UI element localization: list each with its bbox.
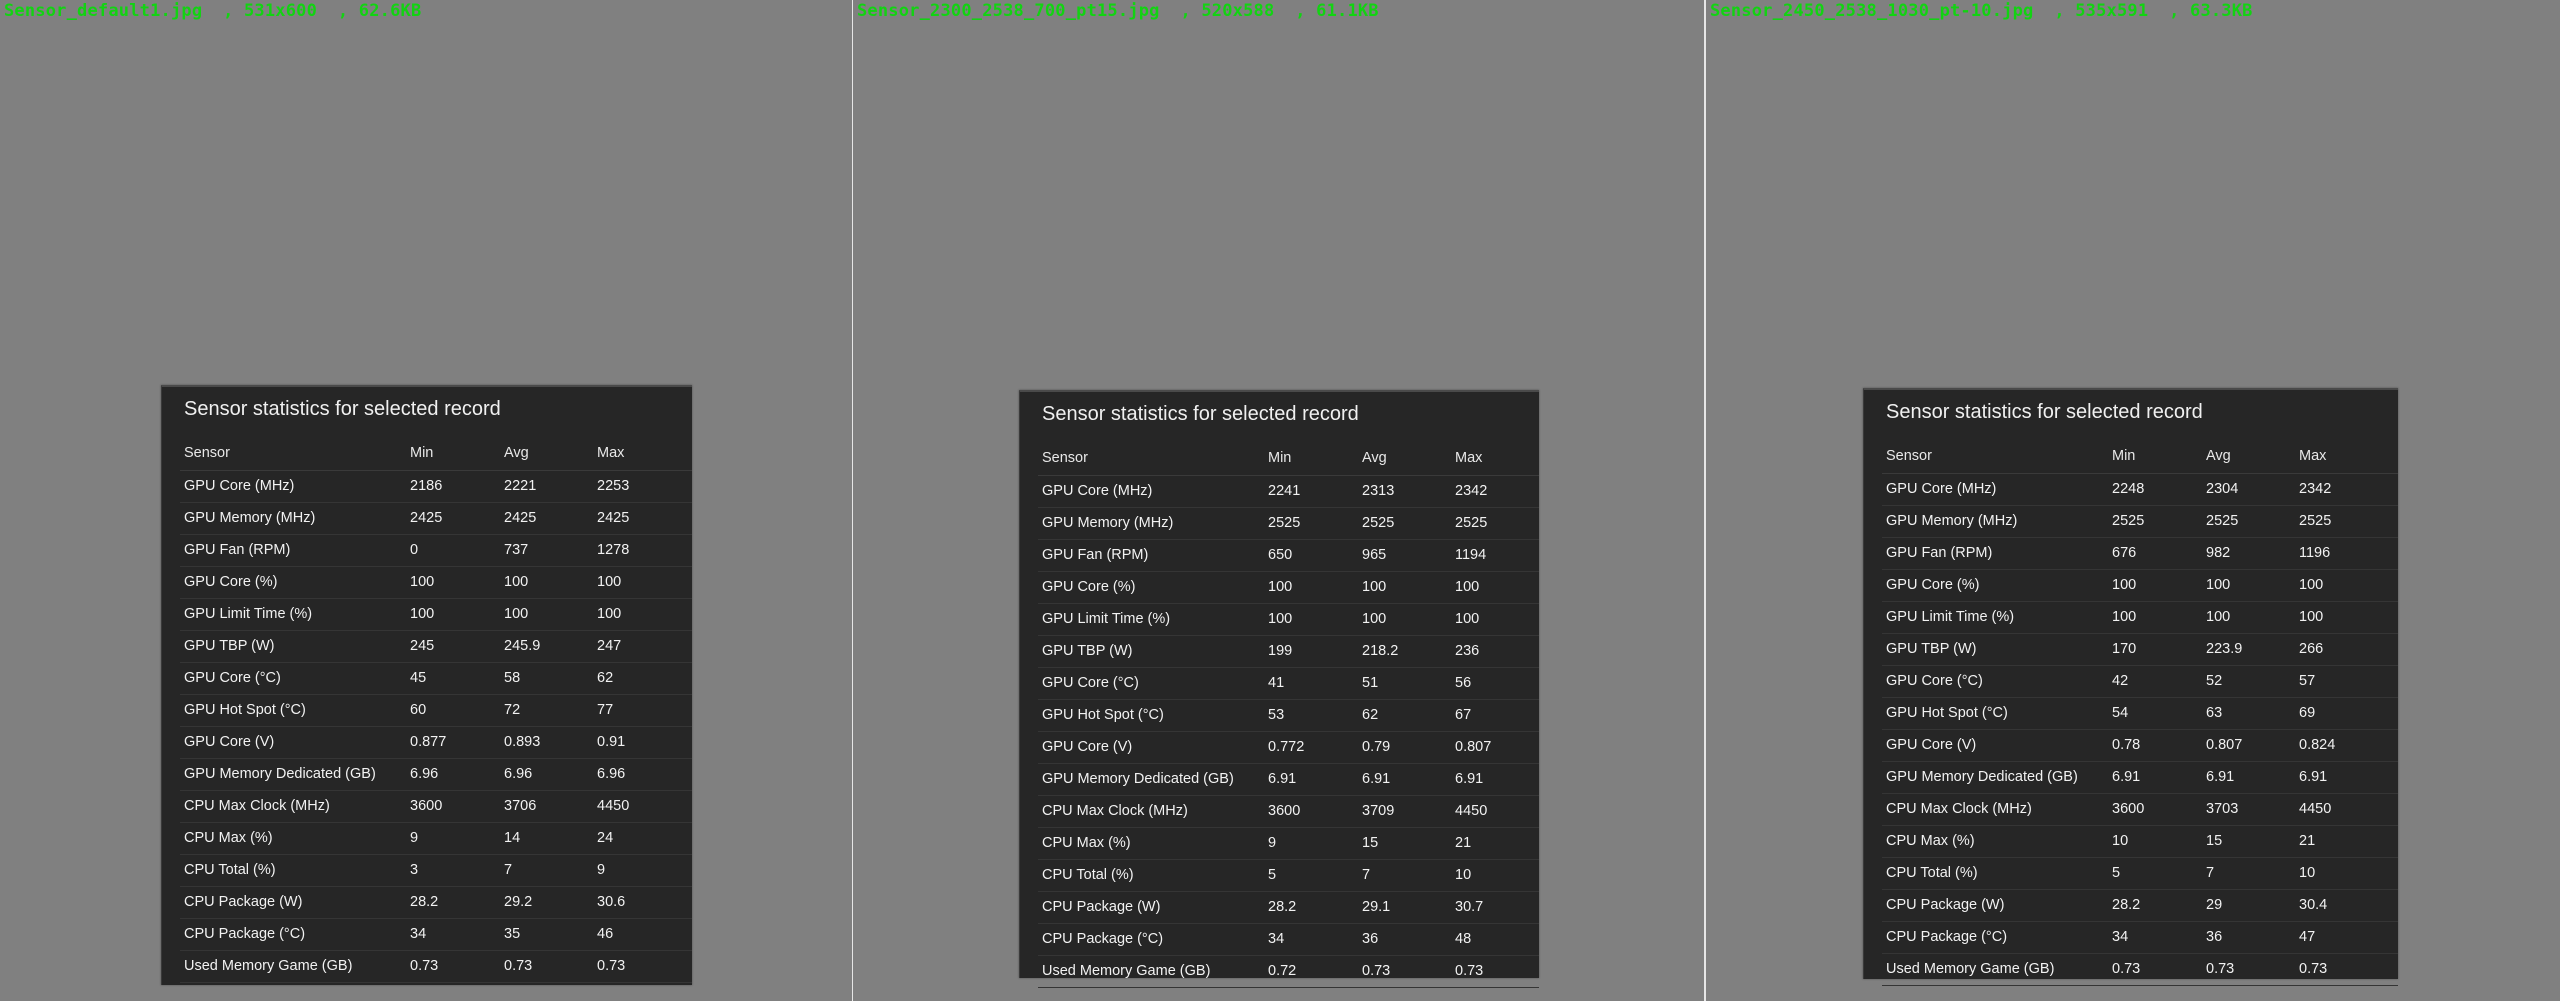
table-row xyxy=(180,791,692,823)
table-row xyxy=(1038,956,1539,988)
panel-title: Sensor statistics for selected record xyxy=(184,398,501,420)
cell-sensor: CPU Package (W) xyxy=(1042,899,1161,915)
cell-min: 42 xyxy=(2112,673,2129,689)
table-row xyxy=(1038,924,1539,956)
cell-min: 2525 xyxy=(2112,513,2145,529)
cell-sensor: CPU Package (°C) xyxy=(1042,931,1164,947)
cell-min: 100 xyxy=(410,606,435,622)
cell-avg: 36 xyxy=(2206,929,2223,945)
cell-min: 28.2 xyxy=(1268,899,1297,915)
table-row xyxy=(1038,764,1539,796)
cell-sensor: GPU Memory (MHz) xyxy=(1886,513,2018,529)
table-row xyxy=(1882,826,2398,858)
cell-sensor: GPU Core (MHz) xyxy=(184,478,295,494)
cell-avg: 100 xyxy=(504,606,529,622)
cell-min: 5 xyxy=(1268,867,1277,883)
table-row xyxy=(180,567,692,599)
cell-sensor: GPU Limit Time (%) xyxy=(1042,611,1171,627)
cell-max: 10 xyxy=(1455,867,1472,883)
cell-max: 2525 xyxy=(2299,513,2332,529)
cell-avg: 245.9 xyxy=(504,638,541,654)
cell-min: 5 xyxy=(2112,865,2121,881)
column-header-sensor: Sensor xyxy=(1042,450,1088,466)
cell-max: 0.824 xyxy=(2299,737,2336,753)
cell-min: 28.2 xyxy=(410,894,439,910)
cell-max: 266 xyxy=(2299,641,2324,657)
table-row xyxy=(1882,634,2398,666)
cell-avg: 29.1 xyxy=(1362,899,1391,915)
cell-sensor: GPU TBP (W) xyxy=(1042,643,1133,659)
cell-sensor: GPU Hot Spot (°C) xyxy=(184,702,306,718)
table-row xyxy=(180,535,692,567)
cell-min: 2248 xyxy=(2112,481,2145,497)
sensor-stats-panel xyxy=(1019,390,1539,978)
sensor-stats-table xyxy=(1038,442,1539,988)
cell-sensor: GPU Limit Time (%) xyxy=(1886,609,2015,625)
cell-sensor: CPU Max (%) xyxy=(184,830,273,846)
cell-sensor: GPU Memory Dedicated (GB) xyxy=(1886,769,2078,785)
table-row xyxy=(1038,604,1539,636)
cell-avg: 737 xyxy=(504,542,529,558)
cell-sensor: GPU Core (%) xyxy=(184,574,278,590)
table-header-row xyxy=(1882,440,2398,474)
cell-avg: 6.96 xyxy=(504,766,533,782)
cell-max: 47 xyxy=(2299,929,2316,945)
table-row xyxy=(1038,668,1539,700)
cell-min: 245 xyxy=(410,638,435,654)
cell-sensor: GPU Memory (MHz) xyxy=(1042,515,1174,531)
cell-sensor: Used Memory Game (GB) xyxy=(1886,961,2055,977)
cell-max: 69 xyxy=(2299,705,2316,721)
cell-sensor: GPU Core (MHz) xyxy=(1042,483,1153,499)
cell-avg: 218.2 xyxy=(1362,643,1399,659)
cell-avg: 2304 xyxy=(2206,481,2239,497)
table-row xyxy=(1038,796,1539,828)
table-row xyxy=(1882,762,2398,794)
table-header-row xyxy=(1038,442,1539,476)
cell-min: 0.73 xyxy=(2112,961,2141,977)
cell-min: 34 xyxy=(410,926,427,942)
cell-max: 2342 xyxy=(1455,483,1488,499)
cell-min: 3600 xyxy=(2112,801,2145,817)
cell-avg: 7 xyxy=(2206,865,2215,881)
cell-min: 45 xyxy=(410,670,427,686)
cell-min: 650 xyxy=(1268,547,1293,563)
cell-max: 100 xyxy=(597,606,622,622)
image-pane-2[interactable] xyxy=(853,0,1704,1001)
cell-min: 0.72 xyxy=(1268,963,1297,979)
cell-avg: 7 xyxy=(1362,867,1371,883)
cell-max: 1278 xyxy=(597,542,630,558)
column-header-min: Min xyxy=(2112,448,2136,464)
cell-avg: 35 xyxy=(504,926,521,942)
cell-min: 3600 xyxy=(410,798,443,814)
cell-sensor: GPU Core (V) xyxy=(1886,737,1977,753)
table-row xyxy=(180,855,692,887)
cell-max: 1194 xyxy=(1455,547,1487,563)
cell-max: 236 xyxy=(1455,643,1480,659)
image-pane-1[interactable] xyxy=(0,0,852,1001)
table-row xyxy=(180,759,692,791)
cell-avg: 2221 xyxy=(504,478,537,494)
cell-avg: 100 xyxy=(2206,609,2231,625)
cell-sensor: GPU TBP (W) xyxy=(184,638,275,654)
cell-max: 46 xyxy=(597,926,614,942)
table-row xyxy=(1882,794,2398,826)
cell-max: 77 xyxy=(597,702,614,718)
cell-max: 100 xyxy=(597,574,622,590)
cell-max: 1196 xyxy=(2299,545,2331,561)
cell-sensor: GPU Core (°C) xyxy=(184,670,281,686)
cell-min: 100 xyxy=(1268,579,1293,595)
table-row xyxy=(180,919,692,951)
table-row xyxy=(1038,732,1539,764)
cell-max: 30.6 xyxy=(597,894,626,910)
cell-sensor: CPU Package (W) xyxy=(184,894,303,910)
table-row xyxy=(1882,538,2398,570)
image-pane-3[interactable] xyxy=(1706,0,2560,1001)
cell-sensor: GPU Core (°C) xyxy=(1042,675,1139,691)
cell-sensor: CPU Max Clock (MHz) xyxy=(184,798,330,814)
cell-avg: 2425 xyxy=(504,510,537,526)
column-header-max: Max xyxy=(2299,448,2327,464)
cell-sensor: GPU TBP (W) xyxy=(1886,641,1977,657)
cell-sensor: GPU Fan (RPM) xyxy=(1042,547,1149,563)
cell-min: 34 xyxy=(1268,931,1285,947)
table-row xyxy=(1882,570,2398,602)
cell-min: 100 xyxy=(2112,609,2137,625)
column-header-sensor: Sensor xyxy=(1886,448,1932,464)
cell-min: 199 xyxy=(1268,643,1293,659)
cell-sensor: CPU Total (%) xyxy=(184,862,276,878)
cell-avg: 29.2 xyxy=(504,894,533,910)
table-row xyxy=(1882,602,2398,634)
panel-title: Sensor statistics for selected record xyxy=(1042,403,1359,425)
cell-sensor: GPU Core (V) xyxy=(184,734,275,750)
cell-max: 30.4 xyxy=(2299,897,2328,913)
sensor-stats-table xyxy=(180,437,692,983)
cell-max: 4450 xyxy=(1455,803,1488,819)
cell-sensor: GPU Hot Spot (°C) xyxy=(1886,705,2008,721)
sensor-stats-panel xyxy=(161,385,692,985)
cell-max: 48 xyxy=(1455,931,1472,947)
column-header-avg: Avg xyxy=(1362,450,1387,466)
sensor-stats-panel xyxy=(1863,388,2398,979)
table-row xyxy=(1882,858,2398,890)
cell-avg: 100 xyxy=(1362,579,1387,595)
cell-max: 2342 xyxy=(2299,481,2332,497)
cell-max: 21 xyxy=(2299,833,2316,849)
cell-max: 4450 xyxy=(2299,801,2332,817)
column-header-max: Max xyxy=(597,445,625,461)
cell-max: 6.96 xyxy=(597,766,626,782)
table-row xyxy=(1882,698,2398,730)
table-row xyxy=(180,663,692,695)
table-row xyxy=(180,471,692,503)
cell-avg: 100 xyxy=(504,574,529,590)
cell-sensor: CPU Total (%) xyxy=(1886,865,1978,881)
cell-avg: 6.91 xyxy=(2206,769,2235,785)
cell-max: 0.807 xyxy=(1455,739,1492,755)
cell-avg: 0.807 xyxy=(2206,737,2243,753)
cell-min: 9 xyxy=(410,830,419,846)
table-row xyxy=(1882,506,2398,538)
cell-max: 62 xyxy=(597,670,614,686)
cell-min: 2425 xyxy=(410,510,443,526)
cell-min: 6.91 xyxy=(2112,769,2141,785)
cell-sensor: CPU Max (%) xyxy=(1042,835,1131,851)
table-row xyxy=(1038,572,1539,604)
cell-avg: 15 xyxy=(1362,835,1379,851)
cell-min: 0.78 xyxy=(2112,737,2141,753)
table-row xyxy=(180,503,692,535)
cell-avg: 100 xyxy=(2206,577,2231,593)
cell-avg: 14 xyxy=(504,830,521,846)
cell-min: 54 xyxy=(2112,705,2129,721)
cell-min: 100 xyxy=(410,574,435,590)
cell-max: 247 xyxy=(597,638,622,654)
table-row xyxy=(1882,954,2398,986)
cell-min: 0.772 xyxy=(1268,739,1305,755)
cell-avg: 2525 xyxy=(1362,515,1395,531)
cell-min: 100 xyxy=(1268,611,1293,627)
cell-min: 2525 xyxy=(1268,515,1301,531)
cell-avg: 52 xyxy=(2206,673,2223,689)
image-caption: Sensor_2450_2538_1030_pt-10.jpg , 535x591 , 63.3KB xyxy=(1710,1,2253,21)
cell-max: 100 xyxy=(2299,609,2324,625)
table-row xyxy=(1882,666,2398,698)
cell-max: 9 xyxy=(597,862,606,878)
cell-avg: 982 xyxy=(2206,545,2231,561)
cell-sensor: CPU Max Clock (MHz) xyxy=(1042,803,1188,819)
cell-avg: 62 xyxy=(1362,707,1379,723)
cell-min: 0 xyxy=(410,542,419,558)
table-row xyxy=(180,727,692,759)
cell-max: 57 xyxy=(2299,673,2316,689)
cell-min: 9 xyxy=(1268,835,1277,851)
cell-max: 21 xyxy=(1455,835,1472,851)
table-row xyxy=(180,887,692,919)
cell-max: 100 xyxy=(1455,579,1480,595)
cell-avg: 0.73 xyxy=(1362,963,1391,979)
cell-min: 6.96 xyxy=(410,766,439,782)
cell-max: 0.73 xyxy=(1455,963,1484,979)
column-header-max: Max xyxy=(1455,450,1483,466)
cell-sensor: GPU Core (%) xyxy=(1042,579,1136,595)
cell-sensor: CPU Package (°C) xyxy=(1886,929,2008,945)
cell-min: 170 xyxy=(2112,641,2137,657)
cell-sensor: GPU Limit Time (%) xyxy=(184,606,313,622)
table-row xyxy=(1882,730,2398,762)
image-caption: Sensor_2300_2538_700_pt15.jpg , 520x588 , 61.1KB xyxy=(857,1,1379,21)
cell-avg: 3709 xyxy=(1362,803,1395,819)
table-row xyxy=(180,951,692,983)
column-header-sensor: Sensor xyxy=(184,445,230,461)
cell-avg: 100 xyxy=(1362,611,1387,627)
cell-max: 24 xyxy=(597,830,614,846)
cell-min: 53 xyxy=(1268,707,1285,723)
cell-sensor: GPU Core (°C) xyxy=(1886,673,1983,689)
cell-min: 60 xyxy=(410,702,427,718)
cell-avg: 3706 xyxy=(504,798,537,814)
cell-min: 3600 xyxy=(1268,803,1301,819)
cell-max: 56 xyxy=(1455,675,1472,691)
cell-max: 6.91 xyxy=(1455,771,1484,787)
cell-max: 0.73 xyxy=(2299,961,2328,977)
cell-avg: 63 xyxy=(2206,705,2223,721)
cell-max: 0.73 xyxy=(597,958,626,974)
cell-sensor: GPU Fan (RPM) xyxy=(184,542,291,558)
cell-max: 10 xyxy=(2299,865,2316,881)
cell-sensor: GPU Fan (RPM) xyxy=(1886,545,1993,561)
cell-avg: 3703 xyxy=(2206,801,2239,817)
cell-sensor: CPU Package (W) xyxy=(1886,897,2005,913)
column-header-avg: Avg xyxy=(504,445,529,461)
cell-sensor: GPU Memory Dedicated (GB) xyxy=(1042,771,1234,787)
cell-avg: 0.73 xyxy=(504,958,533,974)
cell-max: 2253 xyxy=(597,478,630,494)
cell-avg: 72 xyxy=(504,702,521,718)
table-row xyxy=(1038,860,1539,892)
cell-sensor: GPU Hot Spot (°C) xyxy=(1042,707,1164,723)
sensor-stats-table xyxy=(1882,440,2398,986)
cell-min: 41 xyxy=(1268,675,1285,691)
cell-sensor: Used Memory Game (GB) xyxy=(1042,963,1211,979)
cell-min: 28.2 xyxy=(2112,897,2141,913)
panel-title: Sensor statistics for selected record xyxy=(1886,401,2203,423)
cell-max: 4450 xyxy=(597,798,630,814)
cell-avg: 15 xyxy=(2206,833,2223,849)
cell-max: 2525 xyxy=(1455,515,1488,531)
cell-avg: 29 xyxy=(2206,897,2223,913)
table-row xyxy=(1038,828,1539,860)
cell-min: 3 xyxy=(410,862,419,878)
cell-max: 100 xyxy=(1455,611,1480,627)
image-caption: Sensor_default1.jpg , 531x600 , 62.6KB xyxy=(4,1,422,21)
cell-avg: 0.893 xyxy=(504,734,541,750)
cell-avg: 0.73 xyxy=(2206,961,2235,977)
table-row xyxy=(180,823,692,855)
table-row xyxy=(1882,890,2398,922)
cell-max: 100 xyxy=(2299,577,2324,593)
cell-avg: 0.79 xyxy=(1362,739,1391,755)
cell-min: 0.73 xyxy=(410,958,439,974)
table-row xyxy=(1038,508,1539,540)
cell-avg: 36 xyxy=(1362,931,1379,947)
table-row xyxy=(1038,892,1539,924)
table-header-row xyxy=(180,437,692,471)
cell-max: 6.91 xyxy=(2299,769,2328,785)
cell-sensor: GPU Memory (MHz) xyxy=(184,510,316,526)
cell-max: 67 xyxy=(1455,707,1472,723)
cell-max: 30.7 xyxy=(1455,899,1484,915)
cell-min: 2241 xyxy=(1268,483,1301,499)
column-header-min: Min xyxy=(1268,450,1292,466)
cell-avg: 965 xyxy=(1362,547,1387,563)
table-row xyxy=(1882,474,2398,506)
cell-min: 676 xyxy=(2112,545,2137,561)
cell-min: 100 xyxy=(2112,577,2137,593)
column-header-avg: Avg xyxy=(2206,448,2231,464)
cell-avg: 223.9 xyxy=(2206,641,2243,657)
table-row xyxy=(1038,476,1539,508)
cell-min: 34 xyxy=(2112,929,2129,945)
cell-avg: 51 xyxy=(1362,675,1379,691)
cell-avg: 7 xyxy=(504,862,513,878)
cell-avg: 6.91 xyxy=(1362,771,1391,787)
cell-sensor: CPU Max Clock (MHz) xyxy=(1886,801,2032,817)
cell-avg: 58 xyxy=(504,670,521,686)
cell-sensor: Used Memory Game (GB) xyxy=(184,958,353,974)
table-row xyxy=(180,599,692,631)
cell-avg: 2313 xyxy=(1362,483,1395,499)
cell-sensor: GPU Memory Dedicated (GB) xyxy=(184,766,376,782)
table-row xyxy=(1882,922,2398,954)
cell-sensor: GPU Core (MHz) xyxy=(1886,481,1997,497)
column-header-min: Min xyxy=(410,445,434,461)
table-row xyxy=(1038,700,1539,732)
table-row xyxy=(180,695,692,727)
cell-avg: 2525 xyxy=(2206,513,2239,529)
cell-sensor: GPU Core (%) xyxy=(1886,577,1980,593)
cell-max: 2425 xyxy=(597,510,630,526)
cell-min: 0.877 xyxy=(410,734,447,750)
table-row xyxy=(1038,636,1539,668)
cell-sensor: CPU Total (%) xyxy=(1042,867,1134,883)
cell-min: 10 xyxy=(2112,833,2129,849)
table-row xyxy=(1038,540,1539,572)
cell-sensor: CPU Package (°C) xyxy=(184,926,306,942)
cell-sensor: CPU Max (%) xyxy=(1886,833,1975,849)
cell-min: 2186 xyxy=(410,478,443,494)
table-row xyxy=(180,631,692,663)
cell-sensor: GPU Core (V) xyxy=(1042,739,1133,755)
cell-min: 6.91 xyxy=(1268,771,1297,787)
cell-max: 0.91 xyxy=(597,734,626,750)
